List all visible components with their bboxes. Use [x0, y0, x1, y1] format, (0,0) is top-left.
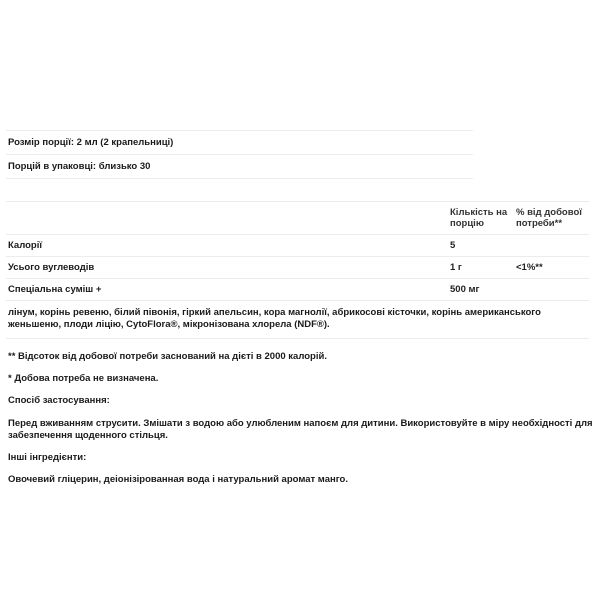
other-ingredients-text: Овочевий гліцерин, деіонізірованная вода і натуральний аромат манго. — [8, 474, 349, 485]
nutrient-daily-value: <1%** — [514, 257, 589, 279]
nutrient-amount: 1 г — [448, 257, 514, 279]
serving-info-table — [6, 130, 473, 179]
table-row — [6, 257, 589, 279]
header-name — [6, 202, 448, 235]
not-established-footnote: * Добова потреба не визначена. — [8, 373, 159, 384]
nutrient-name: Усього вуглеводів — [6, 257, 448, 279]
notes-section — [6, 351, 596, 486]
blend-description-row — [6, 301, 589, 339]
other-ingredients-title: Інші інгредієнти: — [8, 452, 87, 463]
nutrient-name: Спеціальна суміш + — [6, 279, 448, 301]
serving-size-row — [6, 131, 473, 155]
servings-per-container-row — [6, 155, 473, 179]
servings-per-container: Порцій в упаковці: близько 30 — [6, 155, 473, 179]
nutrient-name: Калорії — [6, 235, 448, 257]
usage-title: Спосіб застосування: — [8, 395, 110, 406]
table-row — [6, 235, 589, 257]
header-amount: Кількість на порцію — [448, 202, 514, 235]
usage-text: Перед вживанням струсити. Змішати з водою або улюбленим напоєм для дитини. Використовуйте в міру необхідності для забезпечення щоденного стільця. — [8, 418, 593, 441]
spacer — [6, 179, 596, 201]
nutrition-header-row — [6, 202, 589, 235]
serving-size: Розмір порції: 2 мл (2 крапельниці) — [6, 131, 473, 155]
table-row — [6, 279, 589, 301]
nutrient-daily-value — [514, 235, 589, 257]
blend-description: лінум, корінь ревеню, білий півонія, гіркий апельсин, кора магнолії, абрикосові кісточки, корінь американського женьшеню, плоди ліцію, CytoFlora®, мікронізована хлорела (NDF®). — [6, 301, 589, 339]
supplement-facts-page — [6, 130, 596, 486]
nutrient-daily-value — [514, 279, 589, 301]
header-daily-value: % від добової потреби** — [514, 202, 589, 235]
nutrient-amount: 500 мг — [448, 279, 514, 301]
nutrient-amount: 5 — [448, 235, 514, 257]
daily-value-footnote: ** Відсоток від добової потреби заснований на дієті в 2000 калорій. — [8, 351, 327, 362]
nutrition-table — [6, 201, 589, 339]
